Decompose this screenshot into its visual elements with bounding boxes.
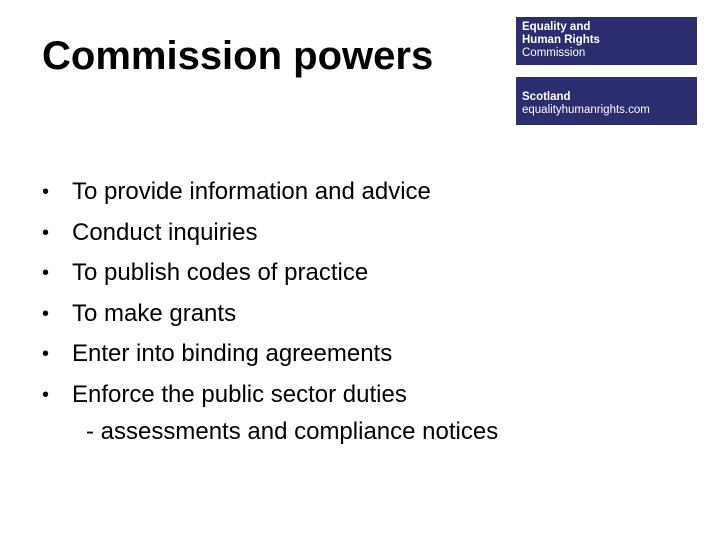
list-item-text: To provide information and advice [72, 178, 431, 205]
bullet-icon: • [42, 181, 50, 203]
logo-line: Commission [522, 47, 586, 59]
list-item-text: Conduct inquiries [72, 218, 258, 246]
list-item-text: Enter into binding agreements [72, 340, 393, 367]
list-item [42, 294, 431, 335]
bullet-icon: • [42, 262, 50, 284]
bullet-icon: • [42, 221, 50, 244]
logo-line: Human Rights [522, 34, 600, 46]
bullet-icon: • [42, 343, 50, 365]
list-item [42, 213, 431, 254]
logo-line: Scotland [522, 91, 571, 103]
list-item-text: To make grants [72, 299, 237, 327]
list-item-text: To publish codes of practice [72, 259, 369, 286]
bullet-icon: • [42, 302, 50, 325]
scotland-logo [516, 77, 697, 125]
bullet-list [42, 172, 431, 415]
ehrc-logo [516, 17, 697, 65]
logo-line: equalityhumanrights.com [522, 104, 650, 116]
list-item [42, 375, 431, 416]
list-item-text: Enforce the public sector duties [72, 380, 407, 408]
slide-title: Commission powers [42, 34, 434, 78]
sub-list-item: - assessments and compliance notices [86, 418, 499, 445]
logo-line: Equality and [522, 21, 591, 33]
list-item [42, 334, 431, 375]
list-item [42, 253, 431, 294]
bullet-icon: • [42, 383, 50, 406]
list-item [42, 172, 431, 213]
